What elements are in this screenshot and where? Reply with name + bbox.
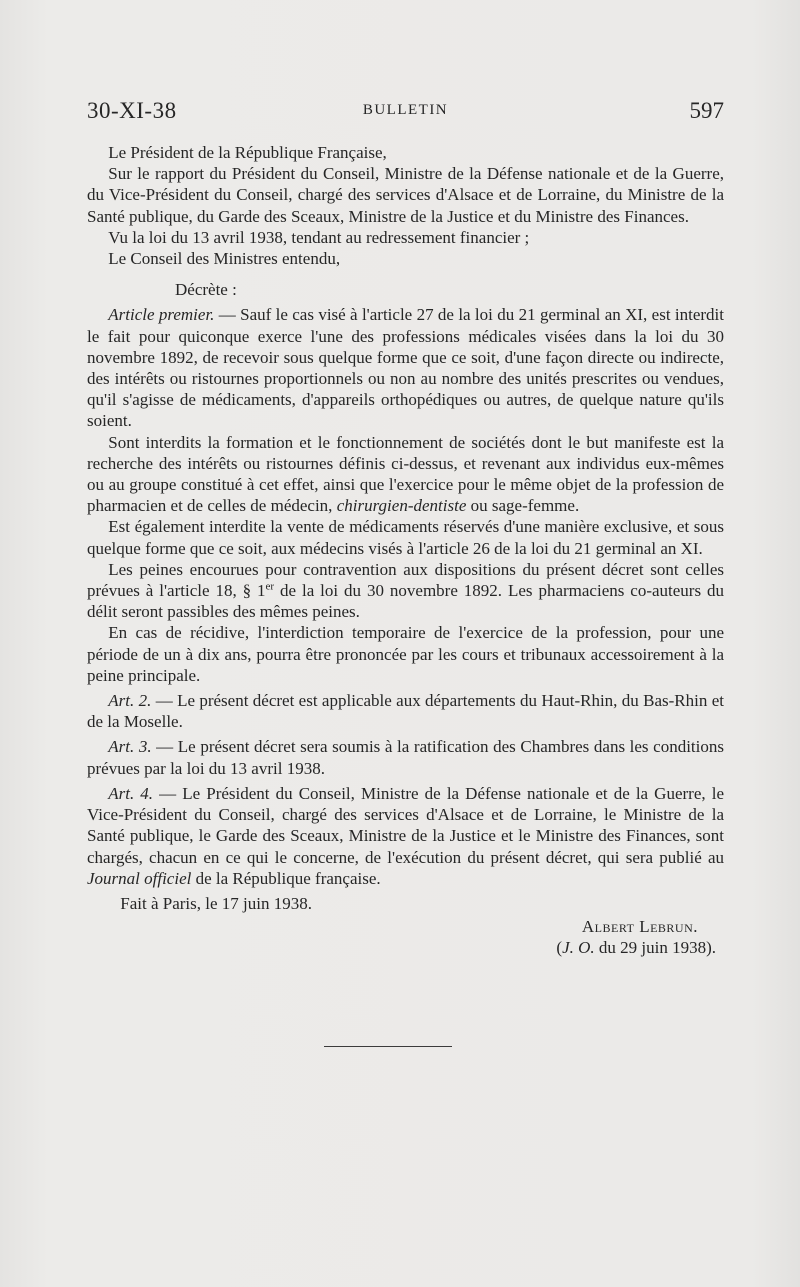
article-1 [87, 304, 724, 431]
fait-a-paris: Fait à Paris, le 17 juin 1938. [120, 893, 312, 913]
paragraph-peines-end: de la loi du 30 novembre 1892. Les pharmaciens co-auteurs du délit seront passibles des mêmes peines. [87, 581, 724, 622]
paragraph-vente: Est également interdite la vente de médicaments réservés d'une manière exclusive, et sous quelque forme que ce soit, aux médecins visés à l'article 26 de la loi du 21 germinal an XI. [87, 517, 724, 558]
article-1-text: — Sauf le cas visé à l'article 27 de la loi du 21 germinal an XI, est interdit le fait pour quiconque exerce l'une des professions médicales visées dans la loi du 30 novembre 1892, de recevoir sous quelque forme que ce soit, d'une façon directe ou indirecte, des intérêts ou ristournes proportionnels ou non au nombre des unités prescrites ou vendues, qu'il s'agisse de médicaments, d'appareils orthopédiques ou autres, de quelque nature qu'ils soient. [87, 305, 724, 431]
article-2 [87, 690, 724, 732]
paragraph-interdits-end: ou sage-femme. [466, 496, 580, 516]
jo-abbrev: J. O. [562, 938, 595, 958]
paragraph-peines-text: Les peines encourues pour contravention aux dispositions du présent décret sont celles prévues à l'article 18, § 1 [87, 559, 724, 601]
article-2-label: Art. 2. [108, 691, 152, 711]
decrete-heading: Décrète : [175, 280, 237, 300]
paragraph-interdits [87, 432, 724, 517]
paragraph-interdits-text: Sont interdits la formation et le fonctionnement de sociétés dont le but manifeste est la recherche des intérêts ou ristournes définis ci-dessus, et revenant aux individus eux-mêmes ou au groupe constitué à cet effet, ainsi que l'exercice pour le même objet de la profession de pharmacien et de celles de médecin, [87, 432, 724, 516]
article-4-end: de la République française. [191, 868, 381, 888]
running-head [87, 98, 724, 128]
paragraph-recidive: En cas de récidive, l'interdiction temporaire de l'exercice de la profession, pour une période de un à dix ans, pourra être prononcée par les cours et tribunaux accessoirement à la peine principale. [87, 623, 724, 685]
issue-date: 30-XI-38 [87, 98, 177, 123]
paragraph-rapport: Sur le rapport du Président du Conseil, Ministre de la Défense nationale et de la Guerre, du Vice-Président du Conseil, chargé des services d'Alsace et de Lorraine, du Ministre de la Santé publique, du Garde des Sceaux, Ministre de la Justice et du Ministre des Finances. [87, 164, 724, 226]
article-3-text: — Le présent décret sera soumis à la ratification des Chambres dans les conditions prévues par la loi du 13 avril 1938. [87, 737, 724, 778]
paragraph-president: Le Président de la République Française, [108, 143, 387, 162]
journal-officiel: Journal officiel [87, 868, 192, 888]
article-4-text: — Le Président du Conseil, Ministre de la Défense nationale et de la Guerre, le Vice-Président du Conseil, chargé des services d'Alsace et de Lorraine, le Ministre de la Santé publique, le Garde des Sceaux, Ministre de la Justice et le Ministre des Finances, sont chargés, chacun en ce qui le concerne, de l'exécution du présent décret, qui sera publié au [87, 783, 724, 867]
signature: Albert Lebrun. [581, 917, 698, 937]
paragraph-interdits-italic: chirurgien-dentiste [336, 496, 467, 516]
article-4 [87, 783, 724, 889]
article-4-label: Art. 4. [108, 783, 154, 803]
jo-date: du 29 juin 1938). [594, 938, 716, 958]
jo-open: ( [556, 938, 563, 958]
journal-reference [87, 937, 724, 958]
paragraph-peines [87, 559, 724, 623]
article-3-label: Art. 3. [108, 737, 152, 757]
paragraph-vu-la-loi: Vu la loi du 13 avril 1938, tendant au redressement financier ; [108, 227, 530, 247]
article-2-text: — Le présent décret est applicable aux départements du Haut-Rhin, du Bas-Rhin et de la Moselle. [87, 691, 724, 732]
article-1-label: Article premier. [108, 305, 215, 325]
article-3 [87, 736, 724, 778]
bulletin-title: BULLETIN [362, 102, 449, 118]
paragraph-conseil: Le Conseil des Ministres entendu, [108, 249, 341, 269]
page-number: 597 [689, 98, 724, 123]
closing-rule [324, 1046, 452, 1047]
paragraph-peines-sup: er [265, 580, 275, 593]
decree-text [87, 142, 724, 959]
